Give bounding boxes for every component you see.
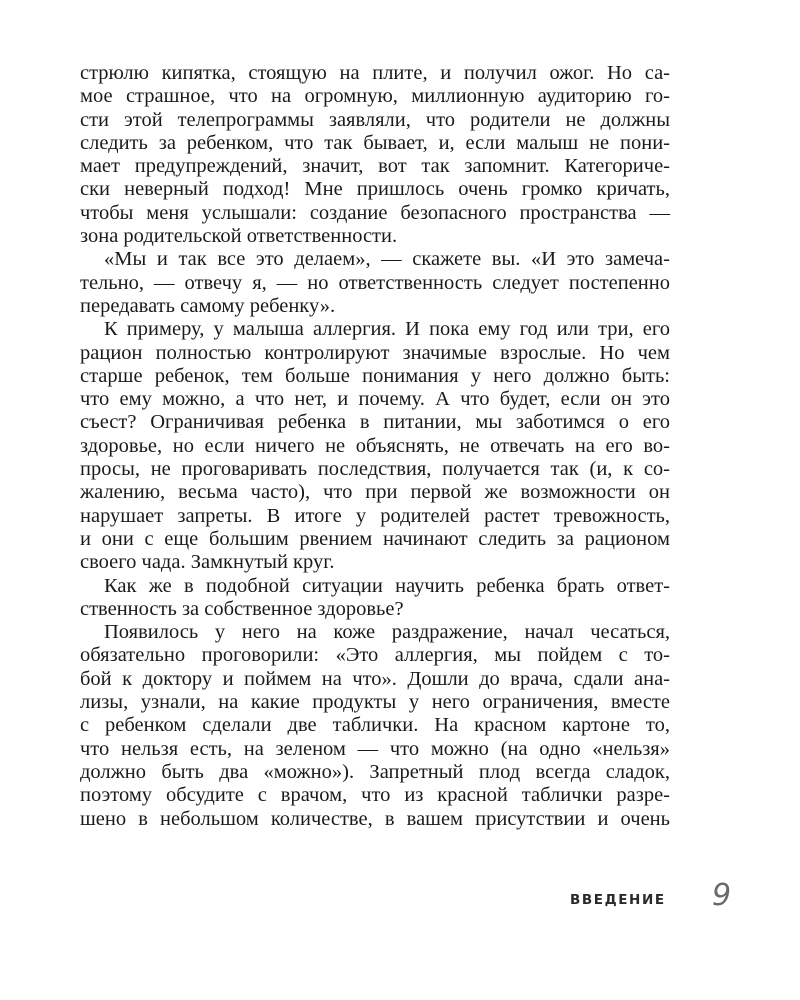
text-line: рацион полностью контролируют значимые взрослые. Но чем	[80, 341, 670, 364]
text-line: следить за ребенком, что так бывает, и, если малыш не пони-	[80, 131, 670, 154]
paragraph	[80, 62, 670, 248]
text-line: тельно, — отвечу я, — но ответственность следует постепенно	[80, 271, 670, 294]
paragraph	[80, 318, 670, 574]
text-line: бой к доктору и поймем на что». Дошли до врача, сдали ана-	[80, 667, 670, 690]
text-line: съест? Ограничивая ребенка в питании, мы заботимся о его	[80, 411, 670, 434]
text-line: шено в небольшом количестве, в вашем присутствии и очень	[80, 807, 670, 830]
text-line: старше ребенок, тем больше понимания у него должно быть:	[80, 364, 670, 387]
text-line: зона родительской ответственности.	[80, 225, 398, 248]
text-line: что нельзя есть, на зеленом — что можно (на одно «нельзя»	[80, 737, 670, 760]
paragraph	[80, 248, 670, 318]
paragraph	[80, 575, 670, 622]
text-line: ственность за собственное здоровье?	[80, 597, 404, 620]
text-line: поэтому обсудите с врачом, что из красной таблички разре-	[80, 784, 670, 807]
text-line: с ребенком сделали две таблички. На красном картоне то,	[80, 714, 670, 737]
text-line: передавать самому ребенку».	[80, 294, 336, 317]
running-footer-section: ВВЕДЕНИЕ	[570, 892, 666, 908]
text-line: должно быть два «можно»). Запретный плод всегда сладок,	[80, 760, 670, 783]
text-line: обязательно проговорили: «Это аллергия, мы пойдем с то-	[80, 644, 670, 667]
text-line: здоровье, но если ничего не объяснять, не отвечать на его во-	[80, 434, 670, 457]
text-line: К примеру, у малыша аллергия. И пока ему год или три, его	[104, 318, 670, 341]
text-line: лизы, узнали, на какие продукты у него ограничения, вместе	[80, 691, 670, 714]
page-body-text	[80, 62, 670, 831]
text-line: мое страшное, что на огромную, миллионную аудиторию го-	[80, 85, 670, 108]
text-line: что ему можно, а что нет, и почему. А что будет, если он это	[80, 388, 670, 411]
text-line: чтобы меня услышали: создание безопасного пространства —	[80, 201, 670, 224]
text-line: Как же в подобной ситуации научить ребенка брать ответ-	[104, 574, 670, 597]
text-line: мает предупреждений, значит, вот так запомнит. Категориче-	[80, 155, 670, 178]
page-number: 9	[712, 878, 732, 913]
text-line: своего чада. Замкнутый круг.	[80, 551, 335, 574]
text-line: «Мы и так все это делаем», — скажете вы. «И это замеча-	[104, 248, 670, 271]
text-line: нарушает запреты. В итоге у родителей растет тревожность,	[80, 504, 670, 527]
text-line: Появилось у него на коже раздражение, начал чесаться,	[104, 621, 670, 644]
text-line: сти этой телепрограммы заявляли, что родители не должны	[80, 108, 670, 131]
text-line: стрюлю кипятка, стоящую на плите, и получил ожог. Но са-	[80, 62, 670, 84]
text-line: и они с еще большим рвением начинают следить за рационом	[80, 527, 670, 550]
text-line: ски неверный подход! Мне пришлось очень громко кричать,	[80, 178, 670, 201]
paragraph	[80, 621, 670, 831]
text-line: жалению, весьма часто), что при первой же возможности он	[80, 481, 670, 504]
text-line: просы, не проговаривать последствия, получается так (и, к со-	[80, 458, 670, 481]
